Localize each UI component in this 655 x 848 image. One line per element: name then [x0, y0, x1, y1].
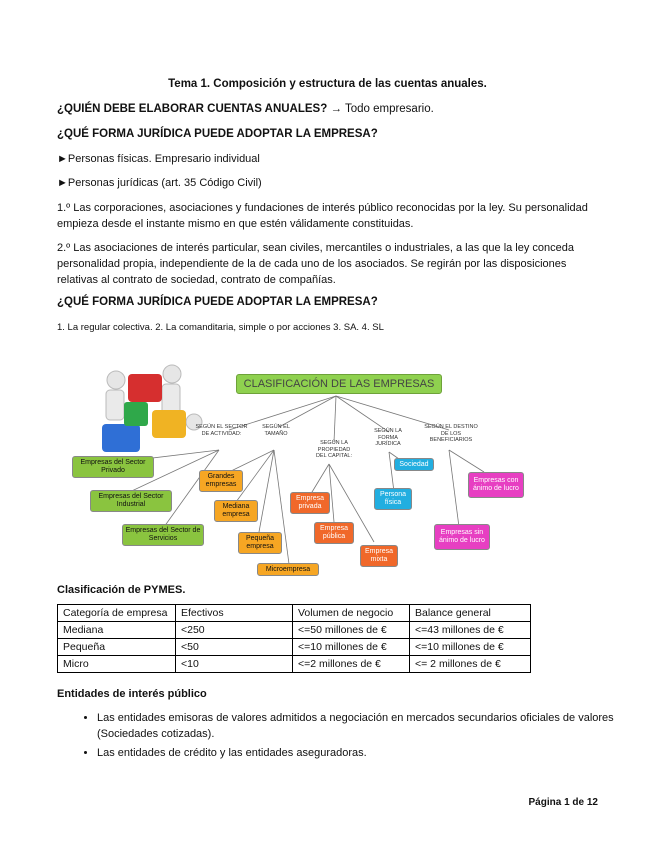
box-empresa-mixta: Empresa mixta	[360, 545, 398, 567]
table-header-row	[58, 605, 531, 622]
table-row	[58, 639, 531, 656]
entidades-heading: Entidades de interés público	[57, 688, 207, 700]
table-cell: Micro	[58, 656, 176, 673]
category-tamano: SEGÚN EL TAMAÑO	[262, 424, 290, 437]
question-form-heading-2: ¿QUÉ FORMA JURÍDICA PUEDE ADOPTAR LA EMPRESA?	[57, 296, 378, 308]
diagram-title: CLASIFICACIÓN DE LAS EMPRESAS	[236, 374, 442, 394]
box-sector-industrial: Empresas del Sector Industrial	[90, 490, 172, 512]
table-cell: Pequeña	[58, 639, 176, 656]
pymes-heading: Clasificación de PYMES.	[57, 584, 186, 596]
header-balance: Balance general	[410, 605, 531, 622]
table-row	[58, 656, 531, 673]
table-cell: Mediana	[58, 622, 176, 639]
pymes-table	[57, 604, 531, 673]
puzzle-figures-illustration	[102, 365, 202, 452]
category-sector: SEGÚN EL SECTOR DE ACTIVIDAD:	[195, 424, 248, 437]
category-destino: SEGÚN EL DESTINO DE LOS BENEFICIARIOS	[424, 424, 478, 443]
paragraph-2: 2.º Las asociaciones de interés particular, sean civiles, mercantiles o industriales, a las que la ley conceda personalidad propia, independiente de la de cada uno de los asociados. Se regirán por las disposiciones relativas al contrato de sociedad, contrato de compañías.	[57, 242, 575, 286]
entidades-list	[57, 710, 637, 764]
header-categoria: Categoría de empresa	[58, 605, 176, 622]
box-sin-animo-lucro: Empresas sin ánimo de lucro	[434, 524, 490, 550]
header-volumen: Volumen de negocio	[293, 605, 410, 622]
header-efectivos: Efectivos	[176, 605, 293, 622]
bullet-personas-fisicas: ►Personas físicas. Empresario individual	[57, 153, 260, 165]
legal-forms-list: 1. La regular colectiva. 2. La comanditaria, simple o por acciones 3. SA. 4. SL	[57, 322, 384, 333]
question-who-text: ¿QUIÉN DEBE ELABORAR CUENTAS ANUALES?	[57, 103, 328, 115]
table-cell: <=50 millones de €	[293, 622, 410, 639]
box-sociedad: Sociedad	[394, 458, 434, 471]
box-sector-servicios: Empresas del Sector de Servicios	[122, 524, 204, 546]
table-cell: <=10 millones de €	[410, 639, 531, 656]
table-cell: <=10 millones de €	[293, 639, 410, 656]
list-item: • Las entidades emisoras de valores admitidos a negociación en mercados secundarios oficiales de valores (Sociedades cotizadas).	[97, 710, 637, 742]
box-mediana: Mediana empresa	[214, 500, 258, 522]
table-cell: <= 2 millones de €	[410, 656, 531, 673]
bullet-personas-juridicas: ►Personas jurídicas (art. 35 Código Civil)	[57, 177, 262, 189]
table-row	[58, 622, 531, 639]
box-con-animo-lucro: Empresas con ánimo de lucro	[468, 472, 524, 498]
table-cell: <50	[176, 639, 293, 656]
table-cell: <=43 millones de €	[410, 622, 531, 639]
box-sector-privado: Empresas del Sector Privado	[72, 456, 154, 478]
table-cell: <10	[176, 656, 293, 673]
table-cell: <=2 millones de €	[293, 656, 410, 673]
box-persona-fisica: Persona física	[374, 488, 412, 510]
question-form-heading: ¿QUÉ FORMA JURÍDICA PUEDE ADOPTAR LA EMPRESA?	[57, 128, 378, 140]
question-who	[57, 103, 434, 115]
paragraph-1: 1.º Las corporaciones, asociaciones y fundaciones de interés público reconocidas por la ley. Su personalidad empieza desde el instante mismo en que estén válidamente constituidas.	[57, 202, 588, 230]
table-cell: <250	[176, 622, 293, 639]
page-number: Página 1 de 12	[528, 797, 598, 808]
list-item: • Las entidades de crédito y las entidades aseguradoras.	[97, 745, 637, 761]
box-grandes: Grandes empresas	[199, 470, 243, 492]
document-title: Tema 1. Composición y estructura de las cuentas anuales.	[168, 78, 487, 90]
category-forma: SEGÚN LA FORMA JURÍDICA	[374, 428, 402, 447]
box-micro: Microempresa	[257, 563, 319, 576]
classification-diagram	[64, 352, 534, 582]
category-propiedad: SEGÚN LA PROPIEDAD DEL CAPITAL:	[315, 440, 353, 459]
question-who-answer: → Todo empresario.	[330, 103, 434, 115]
box-pequena: Pequeña empresa	[238, 532, 282, 554]
box-empresa-privada: Empresa privada	[290, 492, 330, 514]
box-empresa-publica: Empresa pública	[314, 522, 354, 544]
